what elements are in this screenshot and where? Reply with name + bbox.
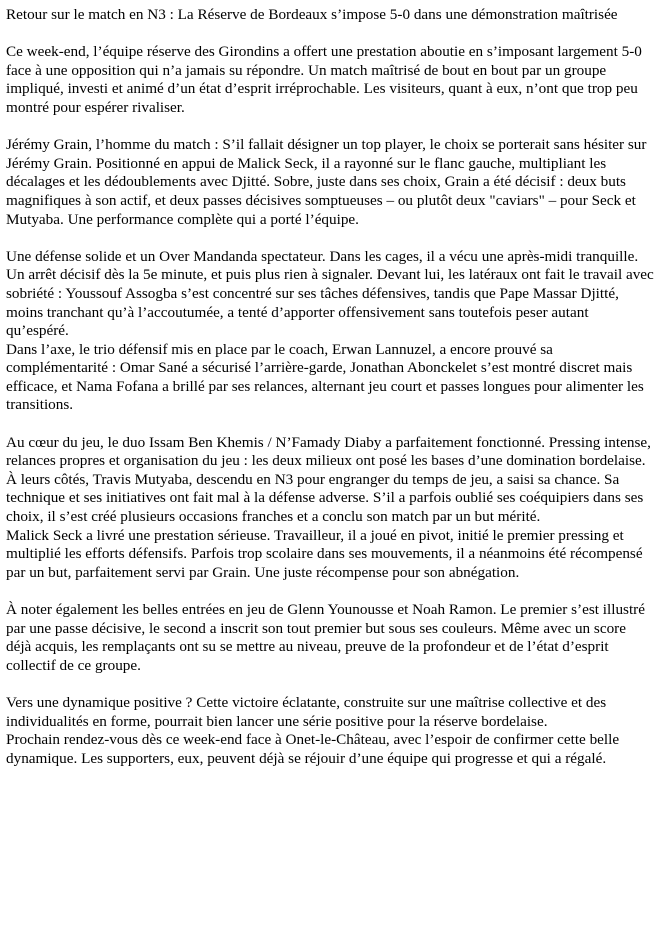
paragraph-spacer [6, 582, 655, 601]
paragraph-defense-axis: Dans l’axe, le trio défensif mis en place par le coach, Erwan Lannuzel, a encore prouvé sa complémentarité : Omar Sané a sécurisé l’arrière-garde, Jonathan Abonckelet s’est montré discret mais efficace, et Nama Fofana a brillé par ses relances, alternant jeu court et passes longues pour alimenter les transitions. [6, 340, 644, 414]
paragraph-man-of-match: Jérémy Grain, l’homme du match : S’il fallait désigner un top player, le choix se porterait sans hésiter sur Jérémy Grain. Positionné en appui de Malick Seck, il a rayonné sur le flanc gauche, multipliant les décalages et les dédoublements avec Djitté. Sobre, juste dans ses choix, Grain a été décisif : deux buts magnifiques à son actif, et deux passes décisives somptueuses – ou plutôt deux "caviars" – pour Seck et Mutyaba. Une performance complète qui a porté l’équipe. [6, 136, 647, 228]
paragraph-spacer [6, 118, 655, 137]
paragraph-spacer [6, 675, 655, 694]
paragraph-substitutes: À noter également les belles entrées en jeu de Glenn Younousse et Noah Ramon. Le premier s’est illustré par une passe décisive, le second a inscrit son tout premier but sous ses couleurs. Même avec un score déjà acquis, les remplaçants ont su se mettre au niveau, preuve de la profondeur et de l’état d’esprit collectif de ce groupe. [6, 601, 645, 674]
paragraph-outlook: Vers une dynamique positive ? Cette victoire éclatante, construite sur une maîtrise collective et des individualités en forme, pourrait bien lancer une série positive pour la réserve bordelaise. [6, 693, 607, 730]
article-title: Retour sur le match en N3 : La Réserve de Bordeaux s’impose 5-0 dans une démonstration maîtrisée [6, 6, 618, 23]
paragraph-next-match: Prochain rendez-vous dès ce week-end face à Onet-le-Château, avec l’espoir de confirmer cette belle dynamique. Les supporters, eux, peuvent déjà se réjouir d’une équipe qui progresse et qui a régalé. [6, 731, 620, 767]
paragraph-spacer [6, 415, 655, 434]
paragraph-spacer [6, 229, 655, 248]
paragraph-striker: Malick Seck a livré une prestation sérieuse. Travailleur, il a joué en pivot, initié le premier pressing et multiplié les efforts défensifs. Parfois trop scolaire dans ses mouvements, il a néanmoins été récompensé par un but, parfaitement servi par Grain. Une juste récompense pour son abnégation. [6, 526, 643, 581]
paragraph-intro: Ce week-end, l’équipe réserve des Girondins a offert une prestation aboutie en s’imposant largement 5-0 face à une opposition qui n’a jamais su répondre. Un match maîtrisé de bout en bout par un groupe impliqué, investi et animé d’un état d’esprit irréprochable. Les visiteurs, quant à eux, n’ont que trop peu montré pour espérer rivaliser. [6, 43, 642, 116]
paragraph-spacer [6, 25, 655, 44]
paragraph-midfield: Au cœur du jeu, le duo Issam Ben Khemis / N’Famady Diaby a parfaitement fonctionné. Pressing intense, relances propres et organisation du jeu : les deux milieux ont posé les bases d’une domination bordelaise. À leurs côtés, Travis Mutyaba, descendu en N3 pour engranger du temps de jeu, a saisi sa chance. Sa technique et ses initiatives ont fait mal à la défense adverse. S’il a parfois oublié ses coéquipiers dans ses choix, il s’est créé plusieurs occasions franches et a conclu son match par un but mérité. [6, 433, 651, 526]
paragraph-defense-goalkeeper: Une défense solide et un Over Mandanda spectateur. Dans les cages, il a vécu une après-midi tranquille. Un arrêt décisif dès la 5e minute, et puis plus rien à signaler. Devant lui, les latéraux ont fait le travail avec sobriété : Youssouf Assogba s’est concentré sur ses tâches défensives, tandis que Pape Massar Djitté, moins tranchant qu’à l’accoutumée, a tenté d’apporter offensivement sans toutefois peser autant qu’espéré. [6, 247, 654, 340]
